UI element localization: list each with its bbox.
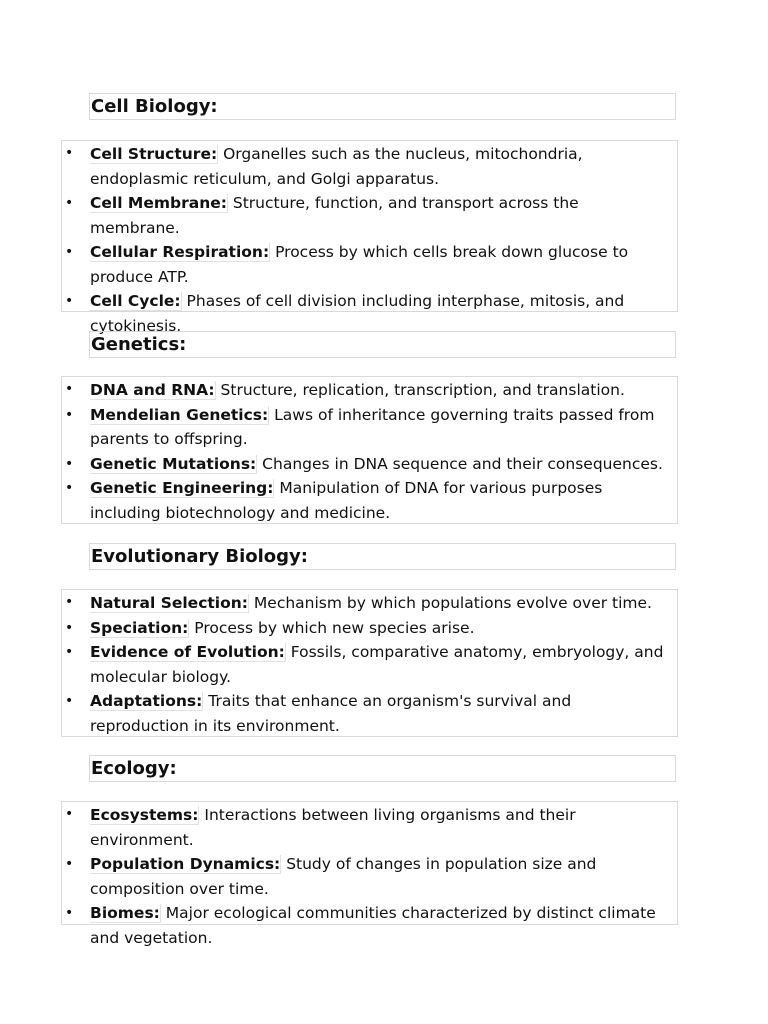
item-term: Adaptations: (90, 692, 203, 710)
item-text: Process by which cells break down glucose to produce ATP. (90, 243, 629, 286)
section-heading-genetics: Genetics: (89, 331, 676, 358)
cell-biology-list (61, 140, 678, 335)
genetics-list (61, 376, 678, 524)
bullet-icon: • (65, 693, 74, 709)
item-term: Biomes: (90, 904, 160, 922)
bullet-icon: • (65, 594, 74, 610)
item-term: Population Dynamics: (90, 855, 281, 873)
list-item (62, 640, 677, 689)
bullet-icon: • (65, 619, 74, 636)
list-item (62, 802, 677, 852)
item-term: Cell Membrane: (90, 194, 227, 212)
item-text: Study of changes in population size and composition over time. (90, 855, 597, 898)
bullet-icon: • (65, 381, 74, 397)
list-item (62, 852, 677, 901)
list-item (62, 141, 677, 191)
bullet-icon: • (65, 293, 74, 309)
item-text: Structure, function, and transport across the membrane. (90, 194, 579, 237)
bullet-icon: • (65, 406, 74, 423)
item-term: Mendelian Genetics: (90, 405, 269, 424)
section-heading-cell-biology: Cell Biology: (89, 93, 676, 120)
item-text: Process by which new species arise. (189, 618, 475, 637)
section-heading-ecology: Ecology: (89, 755, 676, 782)
item-term: Genetic Engineering: (90, 479, 274, 497)
item-text: Major ecological communities characterized by distinct climate and vegetation. (90, 904, 656, 947)
list-item (62, 403, 677, 452)
list-item (62, 452, 677, 477)
bullet-icon: • (65, 644, 74, 660)
item-term: Ecosystems: (90, 806, 199, 824)
item-text: Structure, replication, transcription, and translation. (215, 381, 625, 399)
bullet-icon: • (65, 244, 74, 260)
item-text: Mechanism by which populations evolve over time. (248, 594, 652, 612)
item-text: Laws of inheritance governing traits passed from parents to offspring. (90, 405, 655, 448)
list-item (62, 191, 677, 240)
item-term: Speciation: (90, 618, 189, 637)
bullet-icon: • (65, 145, 74, 161)
item-term: Cell Cycle: (90, 292, 181, 310)
bullet-icon: • (65, 195, 74, 211)
item-term: Cellular Respiration: (90, 243, 270, 261)
bullet-icon: • (65, 806, 74, 822)
item-term: Genetic Mutations: (90, 454, 257, 473)
item-text: Manipulation of DNA for various purposes including biotechnology and medicine. (90, 479, 603, 522)
bullet-icon: • (65, 480, 74, 496)
list-item (62, 590, 677, 616)
item-text: Fossils, comparative anatomy, embryology, and molecular biology. (90, 643, 664, 686)
list-item (62, 616, 677, 641)
list-item (62, 689, 677, 738)
item-text: Traits that enhance an organism's survival and reproduction in its environment. (90, 692, 572, 735)
item-term: DNA and RNA: (90, 381, 215, 399)
item-text: Phases of cell division including interphase, mitosis, and cytokinesis. (90, 292, 625, 335)
section-heading-evolutionary-biology: Evolutionary Biology: (89, 543, 676, 570)
item-term: Cell Structure: (90, 145, 218, 163)
bullet-icon: • (65, 905, 74, 921)
bullet-icon: • (65, 856, 74, 872)
item-text: Organelles such as the nucleus, mitochondria, endoplasmic reticulum, and Golgi apparatus. (90, 145, 583, 188)
item-term: Evidence of Evolution: (90, 643, 285, 661)
evolutionary-biology-list (61, 589, 678, 737)
list-item (62, 476, 677, 525)
item-text: Interactions between living organisms and their environment. (90, 806, 576, 849)
list-item (62, 377, 677, 403)
list-item (62, 240, 677, 289)
ecology-list (61, 801, 678, 947)
list-item (62, 901, 677, 950)
item-term: Natural Selection: (90, 594, 248, 612)
bullet-icon: • (65, 455, 74, 472)
item-text: Changes in DNA sequence and their consequences. (257, 454, 663, 473)
